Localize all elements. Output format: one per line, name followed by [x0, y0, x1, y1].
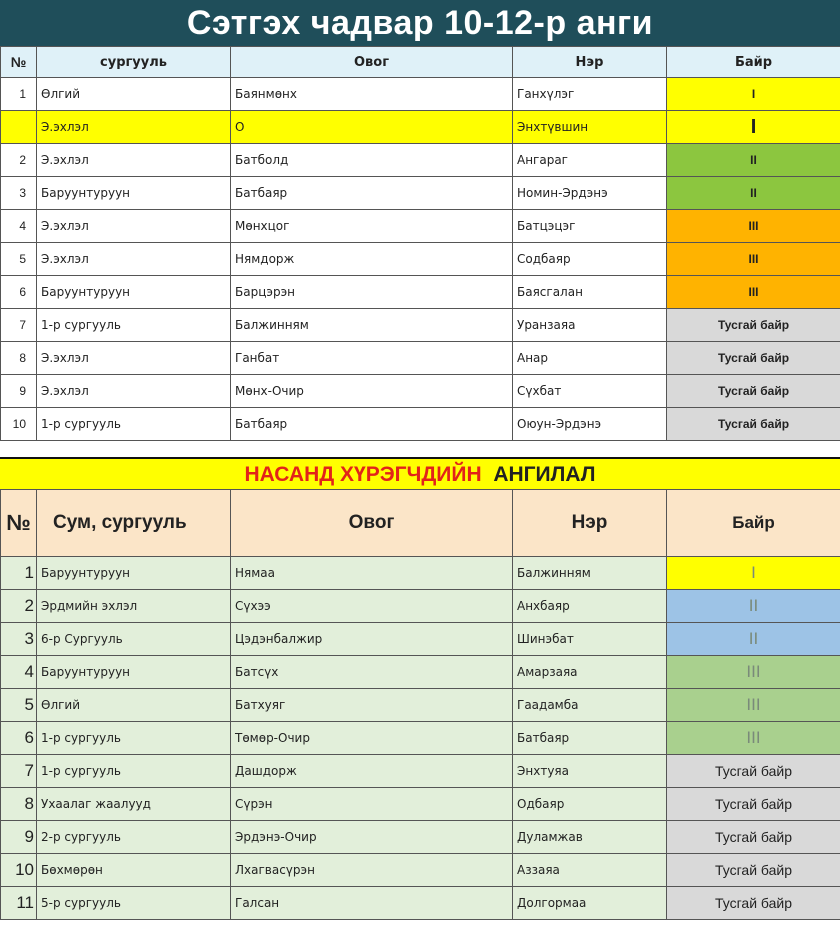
row-surname: Батсүх — [231, 656, 513, 689]
row-school: Баруунтуруун — [37, 557, 231, 590]
row-surname: Эрдэнэ-Очир — [231, 821, 513, 854]
table-row — [1, 590, 840, 623]
table-row — [1, 821, 840, 854]
row-number: 1 — [1, 557, 37, 590]
row-school: Эрдмийн эхлэл — [37, 590, 231, 623]
row-name: Сүхбат — [513, 375, 667, 408]
row-number: 10 — [1, 854, 37, 887]
row-place: Тусгай байр — [667, 821, 840, 854]
row-place: III — [667, 689, 840, 722]
row-surname: Баянмөнх — [231, 78, 513, 111]
row-number: 6 — [1, 276, 37, 309]
row-school: 6-р Сургууль — [37, 623, 231, 656]
row-number: 8 — [1, 788, 37, 821]
row-name: Долгормаа — [513, 887, 667, 920]
row-name: Номин-Эрдэнэ — [513, 177, 667, 210]
row-place: Тусгай байр — [667, 408, 840, 441]
page-title: Сэтгэх чадвар 10-12-р анги — [0, 0, 840, 46]
row-number: 11 — [1, 887, 37, 920]
header-name: Нэр — [513, 490, 667, 557]
section-title-black: АНГИЛАЛ — [493, 463, 596, 486]
table-row — [1, 78, 840, 111]
results-table-grades-10-12 — [0, 46, 840, 441]
row-number: 10 — [1, 408, 37, 441]
row-number: 9 — [1, 821, 37, 854]
row-surname: Батхуяг — [231, 689, 513, 722]
row-surname: Барцэрэн — [231, 276, 513, 309]
row-place: III — [667, 210, 840, 243]
header-place: Байр — [667, 47, 840, 78]
table-row — [1, 243, 840, 276]
table-row — [1, 788, 840, 821]
row-school: 5-р сургууль — [37, 887, 231, 920]
row-place: II — [667, 590, 840, 623]
row-school: Ухаалаг жаалууд — [37, 788, 231, 821]
row-school: Баруунтуруун — [37, 276, 231, 309]
header-number: № — [1, 490, 37, 557]
table-row — [1, 408, 840, 441]
row-name: Энхтуяа — [513, 755, 667, 788]
row-number: 5 — [1, 243, 37, 276]
table-row — [1, 887, 840, 920]
row-school: Э.эхлэл — [37, 342, 231, 375]
table-row — [1, 623, 840, 656]
section-title-red: НАСАНД ХҮРЭГЧДИЙН — [244, 463, 482, 486]
row-name: Амарзаяа — [513, 656, 667, 689]
row-number: 8 — [1, 342, 37, 375]
row-surname: Нямаа — [231, 557, 513, 590]
row-school: Э.эхлэл — [37, 111, 231, 144]
table-row — [1, 177, 840, 210]
row-number: 4 — [1, 656, 37, 689]
header-school: сургууль — [37, 47, 231, 78]
row-name: Ангараг — [513, 144, 667, 177]
row-surname: Балжинням — [231, 309, 513, 342]
row-school: 1-р сургууль — [37, 408, 231, 441]
table-row — [1, 755, 840, 788]
table-row — [1, 375, 840, 408]
row-place: Тусгай байр — [667, 887, 840, 920]
row-name: Одбаяр — [513, 788, 667, 821]
row-place: Тусгай байр — [667, 342, 840, 375]
row-place: II — [667, 144, 840, 177]
row-number: 2 — [1, 590, 37, 623]
row-place: II — [667, 177, 840, 210]
row-place: III — [667, 656, 840, 689]
row-number: 1 — [1, 78, 37, 111]
table-row — [1, 689, 840, 722]
row-surname: Батболд — [231, 144, 513, 177]
row-school: Баруунтуруун — [37, 177, 231, 210]
header-place: Байр — [667, 490, 840, 557]
row-surname: Ганбат — [231, 342, 513, 375]
row-surname: Мөнхцог — [231, 210, 513, 243]
table-body — [1, 557, 840, 920]
row-name: Уранзаяа — [513, 309, 667, 342]
row-surname: Лхагвасүрэн — [231, 854, 513, 887]
row-school: Э.эхлэл — [37, 375, 231, 408]
row-surname: Батбаяр — [231, 177, 513, 210]
row-surname: Галсан — [231, 887, 513, 920]
row-name: Аззаяа — [513, 854, 667, 887]
row-number: 3 — [1, 177, 37, 210]
row-place: II — [667, 623, 840, 656]
table-body — [1, 78, 840, 441]
table-row — [1, 210, 840, 243]
row-surname: Цэдэнбалжир — [231, 623, 513, 656]
row-name: Батбаяр — [513, 722, 667, 755]
row-surname: Дашдорж — [231, 755, 513, 788]
row-number: 7 — [1, 755, 37, 788]
row-surname: Төмөр-Очир — [231, 722, 513, 755]
row-place: Тусгай байр — [667, 755, 840, 788]
row-place: Тусгай байр — [667, 788, 840, 821]
row-name: Дуламжав — [513, 821, 667, 854]
row-surname: Мөнх-Очир — [231, 375, 513, 408]
row-school: Э.эхлэл — [37, 210, 231, 243]
row-number: 6 — [1, 722, 37, 755]
row-school: 1-р сургууль — [37, 309, 231, 342]
header-name: Нэр — [513, 47, 667, 78]
row-school: 1-р сургууль — [37, 722, 231, 755]
table-header-row — [1, 47, 840, 78]
section-title-adults — [0, 457, 840, 491]
row-number: 2 — [1, 144, 37, 177]
row-name: Баясгалан — [513, 276, 667, 309]
table-row — [1, 111, 840, 144]
table-row — [1, 722, 840, 755]
row-school: Э.эхлэл — [37, 243, 231, 276]
row-number: 3 — [1, 623, 37, 656]
row-surname: Сүхээ — [231, 590, 513, 623]
row-place: Тусгай байр — [667, 854, 840, 887]
row-name: Энхтүвшин — [513, 111, 667, 144]
row-school: 1-р сургууль — [37, 755, 231, 788]
row-number: 5 — [1, 689, 37, 722]
table-row — [1, 276, 840, 309]
row-name: Оюун-Эрдэнэ — [513, 408, 667, 441]
row-number: 4 — [1, 210, 37, 243]
row-surname: Батбаяр — [231, 408, 513, 441]
row-number: 7 — [1, 309, 37, 342]
row-school: 2-р сургууль — [37, 821, 231, 854]
row-name: Балжинням — [513, 557, 667, 590]
row-name: Шинэбат — [513, 623, 667, 656]
row-number: 9 — [1, 375, 37, 408]
row-school: Өлгий — [37, 689, 231, 722]
row-name: Содбаяр — [513, 243, 667, 276]
table-row — [1, 309, 840, 342]
row-place: I — [667, 557, 840, 590]
row-place: I — [667, 78, 840, 111]
row-number — [1, 111, 37, 144]
header-surname: Овог — [231, 490, 513, 557]
row-place: III — [667, 722, 840, 755]
header-surname: Овог — [231, 47, 513, 78]
header-number: № — [1, 47, 37, 78]
table-row — [1, 342, 840, 375]
row-place: Тусгай байр — [667, 309, 840, 342]
row-school: Бөхмөрөн — [37, 854, 231, 887]
row-name: Анар — [513, 342, 667, 375]
row-place: Тусгай байр — [667, 375, 840, 408]
row-place: III — [667, 276, 840, 309]
results-table-adults — [0, 489, 840, 920]
table-header-row — [1, 490, 840, 557]
row-name: Гаадамба — [513, 689, 667, 722]
row-place: III — [667, 243, 840, 276]
header-school: Сум, сургууль — [37, 490, 231, 557]
row-surname: Нямдорж — [231, 243, 513, 276]
row-name: Анхбаяр — [513, 590, 667, 623]
row-surname: Сүрэн — [231, 788, 513, 821]
row-name: Ганхүлэг — [513, 78, 667, 111]
row-school: Өлгий — [37, 78, 231, 111]
table-row — [1, 854, 840, 887]
table-row — [1, 656, 840, 689]
row-school: Э.эхлэл — [37, 144, 231, 177]
table-row — [1, 557, 840, 590]
row-surname: О — [231, 111, 513, 144]
row-school: Баруунтуруун — [37, 656, 231, 689]
row-place: I — [667, 111, 840, 144]
row-name: Батцэцэг — [513, 210, 667, 243]
table-row — [1, 144, 840, 177]
